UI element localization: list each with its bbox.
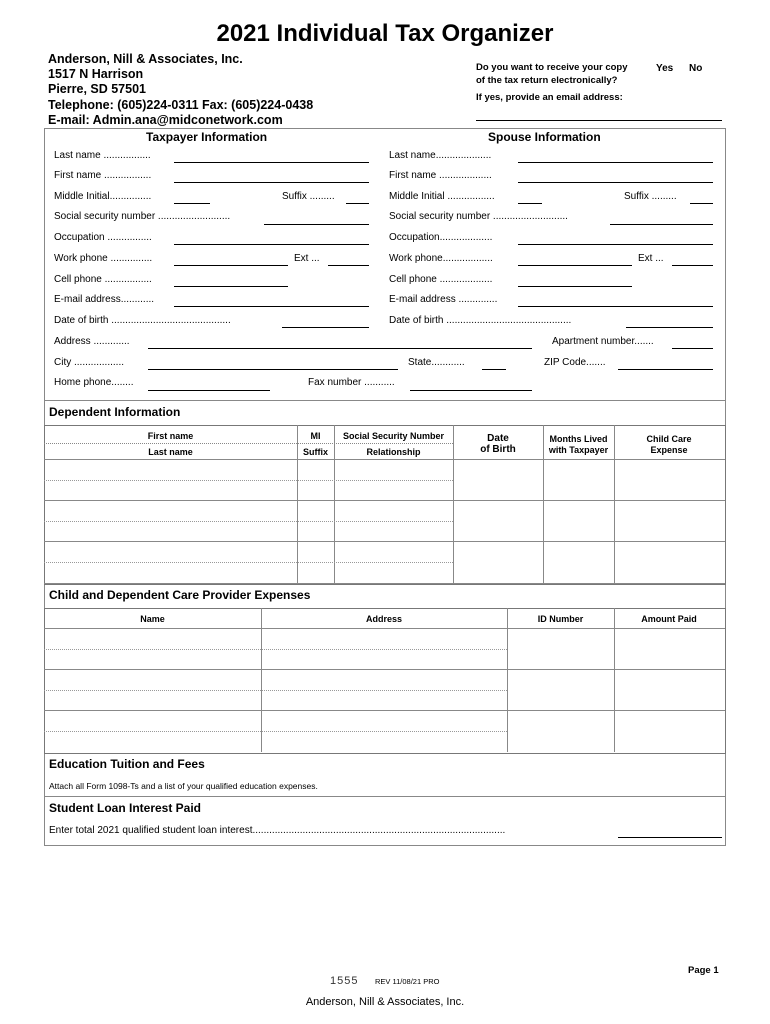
sp-last-name-label: Last name.................... (389, 150, 492, 161)
care-row-split (44, 690, 507, 691)
care-col-sep (507, 608, 508, 752)
page-number: Page 1 (688, 965, 719, 976)
dep-col-last-name: Last name (148, 447, 193, 457)
tp-ssn-label: Social security number .......................... (54, 211, 231, 222)
dep-col-first-name: First name (147, 431, 194, 441)
tp-cell-phone-field[interactable] (174, 286, 288, 287)
dep-header-bottom (44, 459, 725, 460)
section-divider (44, 796, 725, 797)
dep-col-care (614, 434, 724, 456)
tp-email-field[interactable] (174, 306, 369, 307)
firm-phone: Telephone: (605)224-0311 Fax: (605)224-0438 (48, 97, 314, 112)
dep-col-ssn: Social Security Number (342, 431, 445, 441)
tp-last-name-label: Last name ................. (54, 150, 151, 161)
tp-occupation-field[interactable] (174, 244, 369, 245)
care-row-line (44, 669, 725, 670)
taxpayer-heading: Taxpayer Information (146, 130, 268, 144)
care-row-line (44, 710, 725, 711)
sp-ext-label: Ext ... (638, 253, 664, 264)
home-phone-field[interactable] (148, 390, 270, 391)
section-divider (44, 400, 725, 401)
spouse-heading: Spouse Information (488, 130, 601, 144)
city-label: City .................. (54, 357, 125, 368)
no-option[interactable]: No (689, 63, 703, 74)
tp-dob-label: Date of birth ........................................... (54, 315, 231, 326)
sp-dob-label: Date of birth ............................................. (389, 315, 572, 326)
apartment-label: Apartment number....... (552, 336, 654, 347)
firm-block (48, 52, 313, 128)
dep-row-line (44, 500, 725, 501)
state-field[interactable] (482, 369, 506, 370)
education-heading: Education Tuition and Fees (49, 757, 205, 771)
tp-mi-field[interactable] (174, 203, 210, 204)
tp-work-phone-label: Work phone ............... (54, 253, 153, 264)
tp-occupation-label: Occupation ................ (54, 232, 152, 243)
tp-ext-field[interactable] (328, 265, 369, 266)
sp-first-name-field[interactable] (518, 182, 713, 183)
sp-suffix-field[interactable] (690, 203, 713, 204)
dep-col-months-line-2: with Taxpayer (548, 445, 609, 455)
dep-col-care-line-2: Expense (650, 445, 688, 455)
firm-name: Anderson, Nill & Associates, Inc. (48, 52, 243, 66)
electronic-copy-question (476, 61, 628, 104)
care-providers-heading: Child and Dependent Care Provider Expenses (49, 588, 311, 602)
dep-col-months (543, 434, 614, 456)
form-code: 1555 (330, 975, 359, 987)
sp-work-phone-field[interactable] (518, 265, 632, 266)
dep-col-care-line-1: Child Care (646, 434, 692, 444)
care-header-bottom (44, 628, 725, 629)
dep-col-dob-line-1: Date (487, 433, 509, 444)
question-line-2: of the tax return electronically? (476, 75, 618, 86)
sp-ssn-label: Social security number ........................... (389, 211, 568, 222)
sp-email-label: E-mail address .............. (389, 294, 498, 305)
section-divider (44, 583, 725, 584)
tp-email-label: E-mail address............ (54, 294, 155, 305)
tp-suffix-label: Suffix ......... (282, 191, 335, 202)
dep-row-line (44, 541, 725, 542)
dep-col-dob (453, 433, 543, 455)
zip-label: ZIP Code....... (544, 357, 606, 368)
address-field[interactable] (148, 348, 532, 349)
tp-suffix-field[interactable] (346, 203, 369, 204)
sp-mi-field[interactable] (518, 203, 542, 204)
city-field[interactable] (148, 369, 398, 370)
care-col-name: Name (140, 614, 165, 624)
tp-ext-label: Ext ... (294, 253, 320, 264)
sp-work-phone-label: Work phone.................. (389, 253, 493, 264)
dep-col-relationship: Relationship (366, 447, 421, 457)
tp-cell-phone-label: Cell phone ................. (54, 274, 152, 285)
apartment-field[interactable] (672, 348, 713, 349)
tp-mi-label: Middle Initial............... (54, 191, 152, 202)
zip-field[interactable] (618, 369, 713, 370)
care-row-split (44, 649, 507, 650)
sp-dob-field[interactable] (626, 327, 713, 328)
dep-header-split (44, 443, 453, 444)
dependents-heading: Dependent Information (49, 405, 181, 419)
page-title: 2021 Individual Tax Organizer (216, 20, 554, 47)
dep-col-dob-line-2: of Birth (480, 444, 516, 455)
dep-row-split (44, 521, 453, 522)
sp-occupation-field[interactable] (518, 244, 713, 245)
dep-col-months-line-1: Months Lived (549, 434, 608, 444)
sp-last-name-field[interactable] (518, 162, 713, 163)
dep-col-mi: MI (310, 431, 321, 441)
firm-city: Pierre, SD 57501 (48, 82, 146, 97)
electronic-email-field[interactable] (476, 120, 722, 121)
student-loan-label: Enter total 2021 qualified student loan interest........................................................................................... (49, 825, 506, 836)
sp-ext-field[interactable] (672, 265, 713, 266)
sp-cell-phone-field[interactable] (518, 286, 632, 287)
tp-work-phone-field[interactable] (174, 265, 288, 266)
student-loan-heading: Student Loan Interest Paid (49, 801, 202, 815)
care-col-amount: Amount Paid (641, 614, 697, 624)
firm-street: 1517 N Harrison (48, 67, 144, 82)
home-phone-label: Home phone........ (54, 377, 134, 388)
tp-last-name-field[interactable] (174, 162, 369, 163)
care-col-address: Address (365, 614, 402, 624)
care-col-id: ID Number (537, 614, 584, 624)
sp-mi-label: Middle Initial ................. (389, 191, 495, 202)
sp-occupation-label: Occupation................... (389, 232, 493, 243)
footer-firm: Anderson, Nill & Associates, Inc. (305, 996, 465, 1008)
education-note: Attach all Form 1098-Ts and a list of your qualified education expenses. (49, 781, 318, 791)
fax-field[interactable] (410, 390, 532, 391)
revision: REV 11/08/21 PRO (375, 977, 440, 986)
student-loan-field[interactable] (618, 837, 722, 838)
dep-row-split (44, 480, 453, 481)
care-providers-table (44, 608, 726, 754)
address-label: Address ............. (54, 336, 130, 347)
tp-dob-field[interactable] (282, 327, 369, 328)
care-col-sep (614, 608, 615, 752)
tp-first-name-field[interactable] (174, 182, 369, 183)
email-prompt: If yes, provide an email address: (476, 92, 623, 103)
state-label: State............ (408, 357, 465, 368)
sp-cell-phone-label: Cell phone ................... (389, 274, 493, 285)
tp-ssn-field[interactable] (264, 224, 369, 225)
dep-col-suffix: Suffix (302, 447, 328, 457)
dep-row-split (44, 562, 453, 563)
sp-first-name-label: First name ................... (389, 170, 492, 181)
fax-label: Fax number ........... (308, 377, 395, 388)
yes-option[interactable]: Yes (656, 63, 674, 74)
question-line-1: Do you want to receive your copy (476, 62, 628, 73)
tp-first-name-label: First name ................. (54, 170, 152, 181)
firm-email: E-mail: Admin.ana@midconetwork.com (48, 112, 283, 127)
sp-suffix-label: Suffix ......... (624, 191, 677, 202)
sp-ssn-field[interactable] (610, 224, 713, 225)
care-row-split (44, 731, 507, 732)
sp-email-field[interactable] (518, 306, 713, 307)
